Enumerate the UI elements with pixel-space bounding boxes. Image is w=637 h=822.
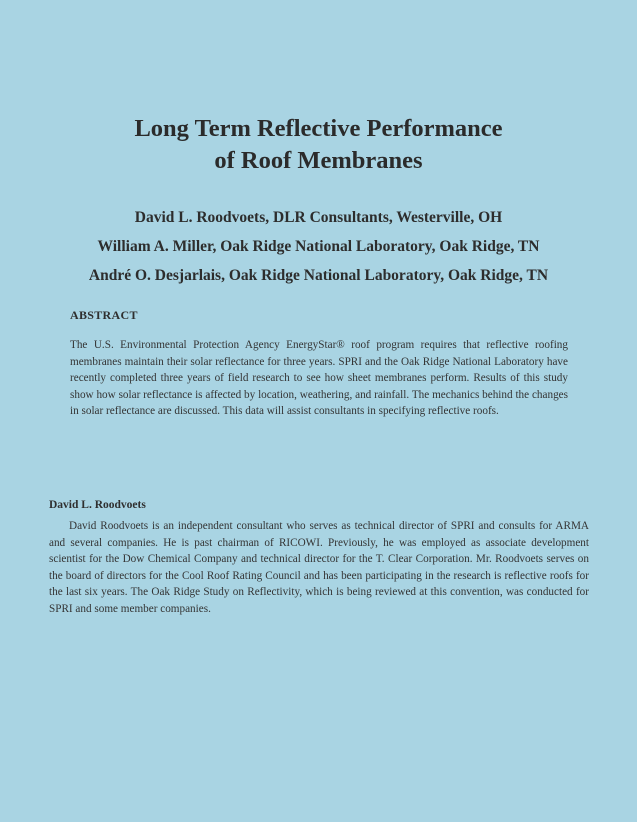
- bio-body: David Roodvoets is an independent consultant who serves as technical director of SPRI and consults for ARMA and several companies. He is past chairman of RICOWI. Previously, he was employed as associate development scientist for the Dow Chemical Company and technical director for the T. Clear Corporation. Mr. Roodvoets serves on the board of directors for the Cool Roof Rating Council and has been participating in the research is reflective roofs for the last six years. The Oak Ridge Study on Reflectivity, which is being reviewed at this convention, was conducted for SPRI and some member companies.: [49, 520, 589, 615]
- paper-title: [0, 113, 637, 177]
- author-list: [0, 203, 637, 290]
- title-line-2: of Roof Membranes: [214, 147, 423, 174]
- abstract-heading: ABSTRACT: [70, 308, 138, 322]
- bio-heading: David L. Roodvoets: [49, 499, 146, 511]
- author-3: André O. Desjarlais, Oak Ridge National Laboratory, Oak Ridge, TN: [88, 267, 549, 284]
- abstract-body: The U.S. Environmental Protection Agency EnergyStar® roof program requires that reflective roofing membranes maintain their solar reflectance for three years. SPRI and the Oak Ridge National Laboratory have recently completed three years of field research to see how sheet membranes perform. Results of this study show how solar reflectance is affected by location, weathering, and rainfall. The mechanics behind the changes in solar reflectance are discussed. This data will assist consultants in specifying reflective roofs.: [70, 339, 568, 418]
- author-1: David L. Roodvoets, DLR Consultants, Westerville, OH: [134, 209, 503, 226]
- title-line-1: Long Term Reflective Performance: [134, 115, 503, 142]
- author-2: William A. Miller, Oak Ridge National Laboratory, Oak Ridge, TN: [97, 238, 540, 255]
